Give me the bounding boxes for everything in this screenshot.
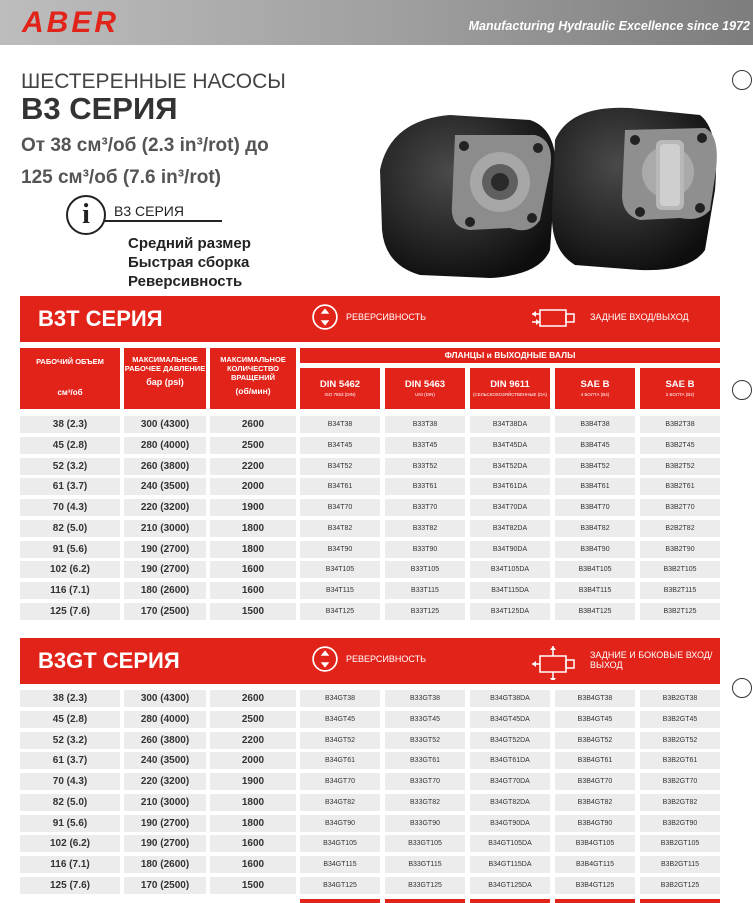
header-pressure <box>124 348 206 409</box>
cell-model-code: B33GT125 <box>385 877 465 894</box>
cell-model-code: B34T70DA <box>470 499 550 516</box>
cell-model-code: B34T115 <box>300 582 380 599</box>
cell-model-code: B33T90 <box>385 541 465 558</box>
cell-displacement: 102 (6.2) <box>20 835 120 852</box>
cell-model-code: B34T82 <box>300 520 380 537</box>
flange-name: DIN 5462 <box>319 379 361 390</box>
cell-model-code: B3B4T70 <box>555 499 635 516</box>
hole-punch-marker <box>732 380 752 400</box>
ports-label: ЗАДНИЕ ВХОД/ВЫХОД <box>590 312 689 322</box>
cell-rpm: 2200 <box>210 458 296 475</box>
brand-logo: ABER <box>22 6 120 39</box>
cell-pressure: 190 (2700) <box>124 561 206 578</box>
cell-pressure: 190 (2700) <box>124 541 206 558</box>
cell-model-code: B3B2T70 <box>640 499 720 516</box>
cell-model-code: B34GT125DA <box>470 877 550 894</box>
next-section-edge <box>0 898 753 903</box>
cell-model-code: B34T61 <box>300 478 380 495</box>
cell-model-code: B34T38 <box>300 416 380 433</box>
subtitle-line1: От 38 см³/об (2.3 in³/rot) до <box>21 135 269 156</box>
cell-model-code: B34GT82DA <box>470 794 550 811</box>
cell-model-code: B2B2T82 <box>640 520 720 537</box>
cell-pressure: 180 (2600) <box>124 856 206 873</box>
cell-rpm: 2000 <box>210 478 296 495</box>
cell-model-code: B3B4T52 <box>555 458 635 475</box>
cell-model-code: B34T70 <box>300 499 380 516</box>
flange-subtitle: 4 БОЛТА (B4) <box>580 392 610 397</box>
cell-model-code: B3B4GT38 <box>555 690 635 707</box>
header-rpm-unit: (об/мин) <box>235 386 271 396</box>
cell-model-code: B34GT125 <box>300 877 380 894</box>
cell-pressure: 220 (3200) <box>124 773 206 790</box>
cell-model-code: B34T125DA <box>470 603 550 620</box>
cell-model-code: B33T61 <box>385 478 465 495</box>
cell-model-code: B33T82 <box>385 520 465 537</box>
header-flanges: ФЛАНЦЫ и ВЫХОДНЫЕ ВАЛЫ <box>300 348 720 363</box>
cell-model-code: B34GT38 <box>300 690 380 707</box>
cell-model-code: B34T105DA <box>470 561 550 578</box>
cell-pressure: 220 (3200) <box>124 499 206 516</box>
cell-model-code: B33T45 <box>385 437 465 454</box>
cell-rpm: 1600 <box>210 856 296 873</box>
cell-model-code: B33GT61 <box>385 752 465 769</box>
cell-pressure: 300 (4300) <box>124 690 206 707</box>
cell-model-code: B3B4T38 <box>555 416 635 433</box>
cell-model-code: B3B2T115 <box>640 582 720 599</box>
cell-model-code: B34GT115 <box>300 856 380 873</box>
series-banner-b3gt <box>20 638 720 684</box>
cell-model-code: B3B4GT61 <box>555 752 635 769</box>
header-flange-4 <box>555 368 635 409</box>
flange-name: DIN 5463 <box>404 379 446 390</box>
cell-model-code: B33T38 <box>385 416 465 433</box>
cell-model-code: B34GT105 <box>300 835 380 852</box>
hole-punch-marker <box>732 678 752 698</box>
ports-label: ЗАДНИЕ И БОКОВЫЕ ВХОД/ВЫХОД <box>590 650 713 670</box>
cell-pressure: 280 (4000) <box>124 437 206 454</box>
cell-model-code: B3B4GT45 <box>555 711 635 728</box>
cell-model-code: B33GT115 <box>385 856 465 873</box>
page-title-line2: B3 СЕРИЯ <box>21 91 178 126</box>
cell-pressure: 280 (4000) <box>124 711 206 728</box>
subtitle-line2: 125 см³/об (7.6 in³/rot) <box>21 167 221 188</box>
cell-displacement: 38 (2.3) <box>20 416 120 433</box>
cell-model-code: B34GT82 <box>300 794 380 811</box>
cell-displacement: 70 (4.3) <box>20 773 120 790</box>
header-bar <box>0 0 753 45</box>
cell-model-code: B33T115 <box>385 582 465 599</box>
cell-pressure: 240 (3500) <box>124 752 206 769</box>
cell-displacement: 125 (7.6) <box>20 877 120 894</box>
hole-punch-marker <box>732 70 752 90</box>
cell-model-code: B3B2GT61 <box>640 752 720 769</box>
cell-pressure: 170 (2500) <box>124 603 206 620</box>
header-flange-5 <box>640 368 720 409</box>
cell-rpm: 1600 <box>210 835 296 852</box>
cell-model-code: B33GT90 <box>385 815 465 832</box>
cell-model-code: B3B4GT82 <box>555 794 635 811</box>
cell-model-code: B34GT61DA <box>470 752 550 769</box>
cell-displacement: 61 (3.7) <box>20 752 120 769</box>
flange-name: DIN 9611 <box>490 379 530 390</box>
cell-rpm: 2500 <box>210 711 296 728</box>
cell-pressure: 180 (2600) <box>124 582 206 599</box>
cell-displacement: 116 (7.1) <box>20 582 120 599</box>
cell-model-code: B3B4GT125 <box>555 877 635 894</box>
cell-pressure: 210 (3000) <box>124 520 206 537</box>
cell-model-code: B34T38DA <box>470 416 550 433</box>
cell-model-code: B3B2GT105 <box>640 835 720 852</box>
cell-rpm: 1500 <box>210 877 296 894</box>
cell-model-code: B33GT38 <box>385 690 465 707</box>
cell-model-code: B3B4GT105 <box>555 835 635 852</box>
cell-model-code: B33GT45 <box>385 711 465 728</box>
cell-displacement: 82 (5.0) <box>20 794 120 811</box>
header-tagline: Manufacturing Hydraulic Excellence since 1972 <box>468 19 750 33</box>
cell-model-code: B3B2T105 <box>640 561 720 578</box>
cell-displacement: 45 (2.8) <box>20 437 120 454</box>
cell-model-code: B3B4GT70 <box>555 773 635 790</box>
cell-pressure: 300 (4300) <box>124 416 206 433</box>
cell-rpm: 1900 <box>210 773 296 790</box>
reversibility-label: РЕВЕРСИВНОСТЬ <box>346 654 426 664</box>
rear-side-ports-icon <box>532 640 580 680</box>
cell-pressure: 190 (2700) <box>124 835 206 852</box>
flange-name: SAE B <box>665 379 695 390</box>
cell-displacement: 102 (6.2) <box>20 561 120 578</box>
cell-model-code: B3B2T45 <box>640 437 720 454</box>
cell-displacement: 70 (4.3) <box>20 499 120 516</box>
header-rpm-label: МАКСИМАЛЬНОЕ КОЛИЧЕСТВО ВРАЩЕНИЙ <box>220 355 286 382</box>
cell-model-code: B3B2GT38 <box>640 690 720 707</box>
header-pressure-unit: бар (psi) <box>146 377 184 387</box>
cell-model-code: B3B2GT45 <box>640 711 720 728</box>
cell-model-code: B34T125 <box>300 603 380 620</box>
cell-model-code: B3B2GT70 <box>640 773 720 790</box>
cell-model-code: B3B4T90 <box>555 541 635 558</box>
cell-model-code: B33GT82 <box>385 794 465 811</box>
cell-displacement: 52 (3.2) <box>20 732 120 749</box>
cell-rpm: 2500 <box>210 437 296 454</box>
cell-displacement: 125 (7.6) <box>20 603 120 620</box>
header-flange-2 <box>385 368 465 409</box>
page-title-line1: ШЕСТЕРЕННЫЕ НАСОСЫ <box>21 70 286 93</box>
cell-displacement: 116 (7.1) <box>20 856 120 873</box>
cell-displacement: 38 (2.3) <box>20 690 120 707</box>
cell-model-code: B3B2T61 <box>640 478 720 495</box>
flange-subtitle: 2 БОЛТА (B2) <box>665 392 695 397</box>
cell-model-code: B3B2T38 <box>640 416 720 433</box>
cell-model-code: B34T105 <box>300 561 380 578</box>
cell-rpm: 2600 <box>210 690 296 707</box>
feature-item: Быстрая сборка <box>128 254 250 271</box>
cell-model-code: B3B2GT82 <box>640 794 720 811</box>
cell-rpm: 1600 <box>210 582 296 599</box>
cell-model-code: B34T52DA <box>470 458 550 475</box>
series-info-badge <box>66 195 224 235</box>
cell-model-code: B33GT70 <box>385 773 465 790</box>
cell-model-code: B3B2GT90 <box>640 815 720 832</box>
cell-model-code: B3B2GT125 <box>640 877 720 894</box>
cell-model-code: B34T45DA <box>470 437 550 454</box>
info-label: B3 СЕРИЯ <box>114 203 184 219</box>
header-flange-1 <box>300 368 380 409</box>
cell-displacement: 91 (5.6) <box>20 541 120 558</box>
cell-model-code: B34GT61 <box>300 752 380 769</box>
cell-model-code: B34GT90 <box>300 815 380 832</box>
flange-subtitle: ISO 7653 (DIN) <box>324 392 356 397</box>
cell-model-code: B33T125 <box>385 603 465 620</box>
cell-model-code: B34T52 <box>300 458 380 475</box>
cell-model-code: B3B4T82 <box>555 520 635 537</box>
cell-model-code: B34T61DA <box>470 478 550 495</box>
cell-rpm: 1800 <box>210 520 296 537</box>
cell-model-code: B33GT52 <box>385 732 465 749</box>
feature-item: Реверсивность <box>128 273 243 290</box>
cell-displacement: 82 (5.0) <box>20 520 120 537</box>
cell-model-code: B34GT105DA <box>470 835 550 852</box>
cell-model-code: B3B2GT115 <box>640 856 720 873</box>
cell-model-code: B34GT38DA <box>470 690 550 707</box>
reversibility-label: РЕВЕРСИВНОСТЬ <box>346 312 426 322</box>
cell-model-code: B34GT52 <box>300 732 380 749</box>
cell-model-code: B34T45 <box>300 437 380 454</box>
cell-model-code: B3B4T125 <box>555 603 635 620</box>
cell-displacement: 61 (3.7) <box>20 478 120 495</box>
reversibility-icon <box>312 646 338 672</box>
flange-subtitle: UNI (DIN) <box>415 392 435 397</box>
cell-model-code: B33T105 <box>385 561 465 578</box>
cell-displacement: 52 (3.2) <box>20 458 120 475</box>
cell-model-code: B33T70 <box>385 499 465 516</box>
reversibility-icon <box>312 304 338 330</box>
cell-pressure: 240 (3500) <box>124 478 206 495</box>
header-rpm <box>210 348 296 409</box>
rear-ports-icon <box>532 304 580 332</box>
cell-model-code: B34GT115DA <box>470 856 550 873</box>
cell-pressure: 210 (3000) <box>124 794 206 811</box>
cell-model-code: B34GT70 <box>300 773 380 790</box>
cell-pressure: 260 (3800) <box>124 732 206 749</box>
header-displacement-unit: см³/об <box>57 388 83 397</box>
cell-displacement: 45 (2.8) <box>20 711 120 728</box>
cell-model-code: B3B4GT115 <box>555 856 635 873</box>
cell-rpm: 1800 <box>210 815 296 832</box>
cell-model-code: B34GT45DA <box>470 711 550 728</box>
flange-name: SAE B <box>580 379 610 390</box>
cell-model-code: B3B4GT52 <box>555 732 635 749</box>
cell-model-code: B34T90DA <box>470 541 550 558</box>
feature-item: Средний размер <box>128 235 251 252</box>
header-flange-3 <box>470 368 550 409</box>
cell-model-code: B34GT90DA <box>470 815 550 832</box>
cell-model-code: B3B4T45 <box>555 437 635 454</box>
cell-model-code: B33T52 <box>385 458 465 475</box>
cell-rpm: 1600 <box>210 561 296 578</box>
series-banner-b3t <box>20 296 720 342</box>
info-icon: i <box>66 195 106 235</box>
cell-model-code: B3B2T90 <box>640 541 720 558</box>
cell-rpm: 2600 <box>210 416 296 433</box>
header-displacement-label: РАБОЧИЙ ОБЪЕМ <box>36 357 104 366</box>
cell-model-code: B3B2T52 <box>640 458 720 475</box>
cell-rpm: 1800 <box>210 541 296 558</box>
cell-model-code: B34T82DA <box>470 520 550 537</box>
info-underline <box>104 220 222 222</box>
cell-model-code: B3B4T105 <box>555 561 635 578</box>
gear-pump-photo <box>360 100 730 290</box>
cell-model-code: B34T115DA <box>470 582 550 599</box>
cell-rpm: 1800 <box>210 794 296 811</box>
cell-model-code: B3B4GT90 <box>555 815 635 832</box>
series-title: B3T СЕРИЯ <box>38 306 163 331</box>
flange-subtitle: (СЕЛЬСКОХОЗЯЙСТВЕННЫЕ (DA) <box>472 392 547 397</box>
cell-pressure: 170 (2500) <box>124 877 206 894</box>
cell-model-code: B34GT52DA <box>470 732 550 749</box>
cell-displacement: 91 (5.6) <box>20 815 120 832</box>
header-displacement <box>20 348 120 409</box>
cell-model-code: B34T90 <box>300 541 380 558</box>
cell-model-code: B34GT45 <box>300 711 380 728</box>
cell-model-code: B34GT70DA <box>470 773 550 790</box>
cell-model-code: B3B4T61 <box>555 478 635 495</box>
series-title: B3GT СЕРИЯ <box>38 648 180 673</box>
cell-pressure: 260 (3800) <box>124 458 206 475</box>
cell-rpm: 1900 <box>210 499 296 516</box>
cell-model-code: B3B4T115 <box>555 582 635 599</box>
cell-rpm: 1500 <box>210 603 296 620</box>
cell-model-code: B33GT105 <box>385 835 465 852</box>
cell-rpm: 2200 <box>210 732 296 749</box>
cell-model-code: B3B2T125 <box>640 603 720 620</box>
cell-model-code: B3B2GT52 <box>640 732 720 749</box>
cell-pressure: 190 (2700) <box>124 815 206 832</box>
cell-rpm: 2000 <box>210 752 296 769</box>
header-pressure-label: МАКСИМАЛЬНОЕ РАБОЧЕЕ ДАВЛЕНИЕ <box>124 355 206 373</box>
